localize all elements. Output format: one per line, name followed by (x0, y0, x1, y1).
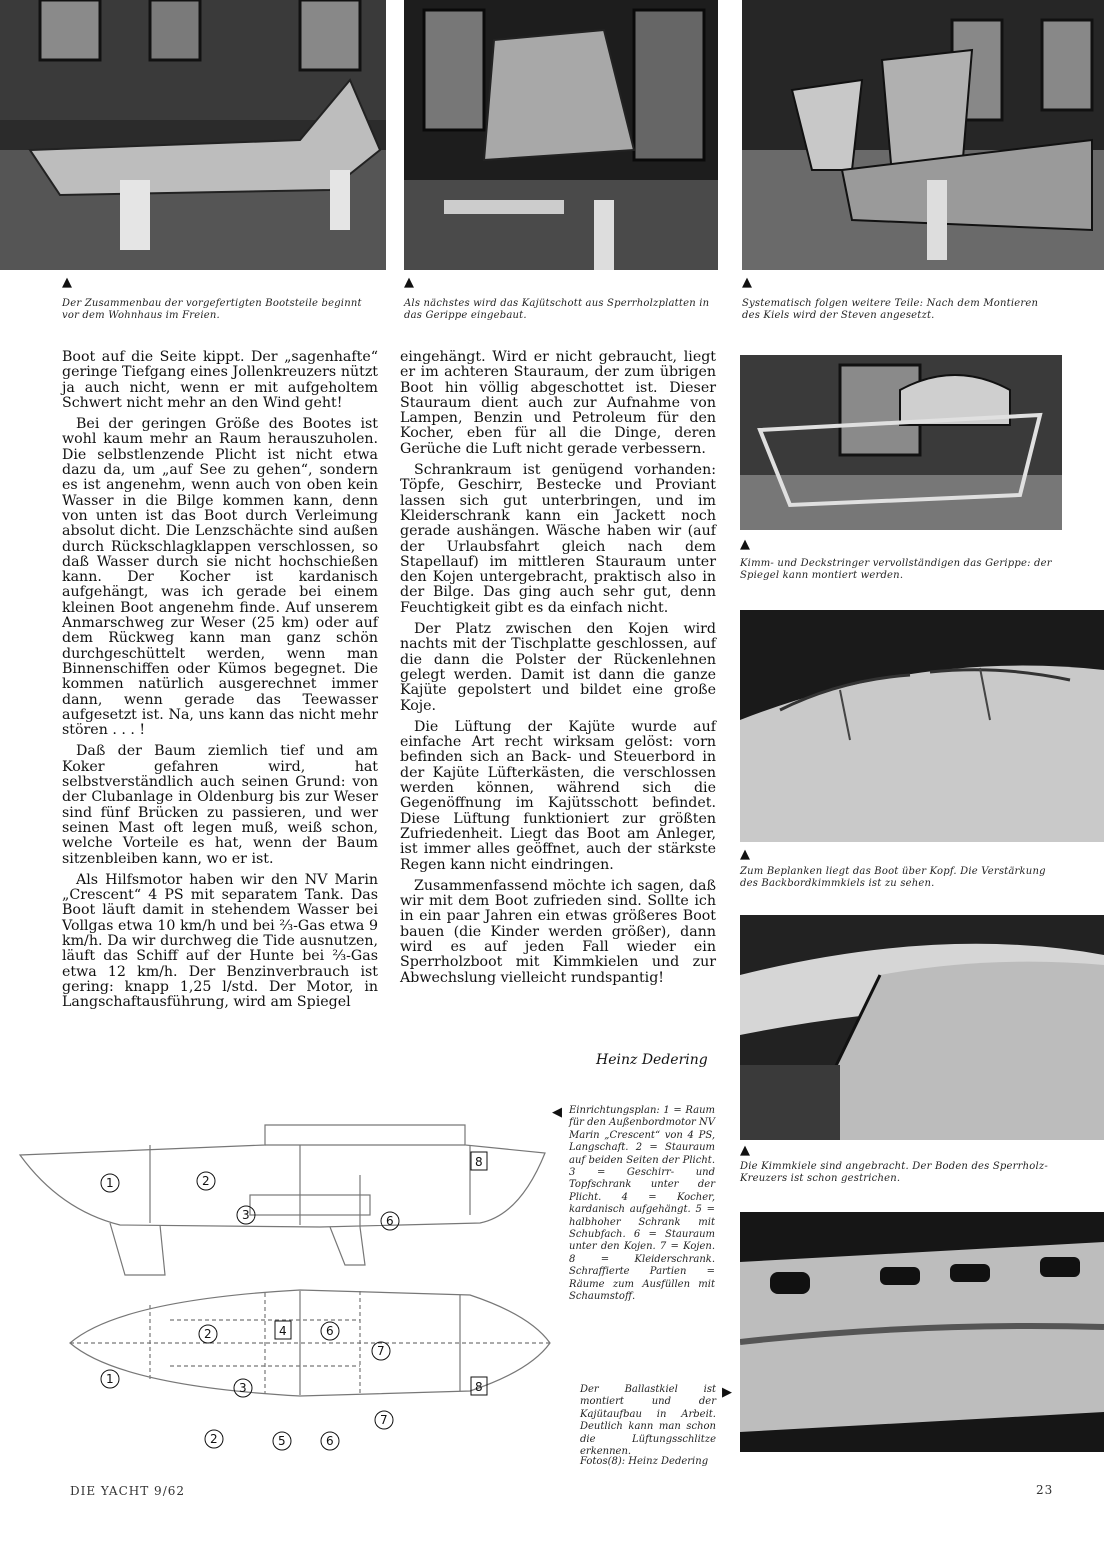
paragraph: Boot auf die Seite kippt. Der „sagenhafte“ geringe Tiefgang eines Jollenkreuzers nützt ja auch nicht, wenn er mit aufgeholtem Schwert nicht mehr an den Wind geht! (62, 349, 378, 411)
caption-photo-planking: Zum Beplanken liegt das Boot über Kopf. Die Verstärkung des Backbordkimmkiels ist zu sehen. (740, 866, 1046, 889)
boat-interior-plan (0, 1115, 560, 1465)
photo-bilge-keels (740, 915, 1104, 1140)
caption-marker-up: ▲ (740, 537, 750, 552)
plan-label (101, 1174, 119, 1192)
photo-assembly-outdoors (0, 0, 386, 270)
paragraph: Als Hilfsmotor haben wir den NV Marin „Crescent“ 4 PS mit separatem Tank. Das Boot läuft damit in stehendem Wasser bei Vollgas etwa 10 km/h und bei ⅔-Gas etwa 9 km/h. Da wir durchweg die Tide ausnutzen, läuft das Schiff auf der Hunte bei ⅔-Gas etwa 12 km/h. Der Benzinverbrauch ist gering: knapp 1,25 l/std. Der Motor, in Langschaftausführung, wird am Spiegel (62, 871, 378, 1011)
caption-photo-keel: Systematisch folgen weitere Teile: Nach dem Montieren des Kiels wird der Steven angesetzt. (742, 298, 1039, 321)
svg-text:5: 5 (278, 1434, 286, 1448)
photo-credit: Fotos(8): Heinz Dedering (580, 1456, 709, 1467)
caption-photo-bilge-keels: Die Kimmkiele sind angebracht. Der Boden des Sperrholz-Kreuzers ist schon gestrichen. (740, 1161, 1048, 1184)
caption-marker-left: ◀ (552, 1105, 562, 1120)
paragraph: Zusammenfassend möchte ich sagen, daß wir mit dem Boot zufrieden sind. Sollte ich in ein paar Jahren ein etwas größeres Boot bauen (die Kinder werden größer), dann wird es auf jeden Fall wieder ein Sperrholzboot mit Kimmkielen und zur Abwechslung vielleicht rundspantig! (400, 877, 716, 986)
paragraph: Daß der Baum ziemlich tief und am Koker gefahren wird, hat selbstverständlich auch seinen Grund: von der Clubanlage in Oldenburg bis zur Weser sind fünf Brücken zu passieren, und wer seinen Mast oft legen muß, weiß schon, welche Vorteile es hat, wenn der Baum sitzenbleiben kann, wo er ist. (62, 743, 378, 867)
page-number: 23 (1036, 1483, 1054, 1497)
plan-label (234, 1379, 252, 1397)
paragraph: eingehängt. Wird er nicht gebraucht, liegt er im achteren Stauraum, der zum übrigen Boot hin völlig abgeschottet ist. Dieser Stauraum dient auch zur Aufnahme von Lampen, Benzin und Petroleum für den Kocher, eben für all die Dinge, deren Gerüche die Luft nicht gerade verbessern. (400, 349, 716, 457)
caption-marker-up: ▲ (404, 275, 414, 290)
svg-text:6: 6 (386, 1214, 394, 1228)
plan-label (205, 1430, 223, 1448)
plan-label (321, 1432, 339, 1450)
plan-label (197, 1172, 215, 1190)
svg-text:3: 3 (239, 1381, 247, 1395)
caption-marker-up: ▲ (740, 1143, 750, 1158)
plan-label (275, 1321, 291, 1339)
photo-ballast-keel (740, 1212, 1104, 1452)
plan-label (372, 1342, 390, 1360)
caption-marker-up: ▲ (740, 847, 750, 862)
caption-photo-bulkhead: Als nächstes wird das Kajütschott aus Sperrholzplatten in das Gerippe eingebaut. (404, 298, 710, 321)
author-signature: Heinz Dedering (596, 1052, 708, 1068)
caption-marker-right: ▶ (722, 1385, 732, 1400)
caption-marker-up: ▲ (62, 275, 72, 290)
plan-label (321, 1322, 339, 1340)
plan-legend: Einrichtungsplan: 1 = Raum für den Außenbordmotor NV Marin „Crescent“ von 4 PS, Langschaft. 2 = Stauraum auf beiden Seiten der Plicht. 3 = Geschirr- und Topfschrank unter der Plicht. 4 = Kocher, kardanisch aufgehängt. 5 = halbhoher Schrank mit Schubfach. 6 = Stauraum unter den Kojen. 7 = Kojen. 8 = Kleiderschrank. Schraffierte Partien = Räume zum Ausfüllen mit Schaumstoff. (569, 1105, 715, 1303)
caption-marker-up: ▲ (742, 275, 752, 290)
photo-planking (740, 610, 1104, 842)
plan-label (199, 1325, 217, 1343)
plan-label (101, 1370, 119, 1388)
svg-text:1: 1 (106, 1372, 114, 1386)
article-column-1 (62, 350, 378, 1016)
plan-label (375, 1411, 393, 1429)
photo-bulkhead (404, 0, 718, 270)
svg-text:2: 2 (210, 1432, 218, 1446)
svg-text:2: 2 (202, 1174, 210, 1188)
caption-photo-assembly: Der Zusammenbau der vorgefertigten Bootsteile beginnt vor dem Wohnhaus im Freien. (62, 298, 362, 321)
photo-stringers (740, 355, 1062, 530)
plan-label (381, 1212, 399, 1230)
svg-text:2: 2 (204, 1327, 212, 1341)
paragraph: Die Lüftung der Kajüte wurde auf einfache Art recht wirksam gelöst: vorn befinden sich an Back- und Steuerbord in der Kajüte Lüfterkästen, die verschlossen werden können, während sich die Gegenöffnung im Kajütsschott befindet. Diese Lüftung funktioniert zur größten Zufriedenheit. Liegt das Boot am Anleger, ist immer alles geöffnet, auch der stärkste Regen kann nicht eindringen. (400, 718, 716, 873)
svg-text:3: 3 (242, 1208, 250, 1222)
magazine-issue: DIE YACHT 9/62 (70, 1484, 186, 1498)
plan-label (471, 1152, 487, 1170)
paragraph: Der Platz zwischen den Kojen wird nachts mit der Tischplatte geschlossen, auf die dann die Polster der Rückenlehnen gelegt werden. Damit ist dann die ganze Kajüte gepolstert und bildet eine große Koje. (400, 621, 716, 714)
caption-photo-ballast: Der Ballastkiel ist montiert und der Kajütaufbau in Arbeit. Deutlich kann man schon die Lüftungsschlitze erkennen. (580, 1384, 716, 1458)
svg-text:6: 6 (326, 1434, 334, 1448)
svg-text:1: 1 (106, 1176, 114, 1190)
plan-label (273, 1432, 291, 1450)
svg-text:6: 6 (326, 1324, 334, 1338)
photo-keel-stem (742, 0, 1104, 270)
article-column-2 (400, 350, 716, 992)
svg-text:8: 8 (475, 1155, 483, 1169)
svg-text:8: 8 (475, 1380, 483, 1394)
svg-text:4: 4 (279, 1324, 287, 1338)
caption-photo-stringers: Kimm- und Deckstringer vervollständigen das Gerippe: der Spiegel kann montiert werden. (740, 558, 1052, 581)
svg-text:7: 7 (380, 1413, 388, 1427)
svg-text:7: 7 (377, 1344, 385, 1358)
paragraph: Bei der geringen Größe des Bootes ist wohl kaum mehr an Raum herauszuholen. Die selbstlenzende Plicht ist nicht etwa dazu da, um „auf See zu gehen“, sondern es ist angenehm, wenn auch von oben kein Wasser in die Bilge kommen kann, denn von unten ist das Boot durch Verleimung absolut dicht. Die Lenzschächte sind außen durch Rückschlagklappen verschlossen, so daß Wasser durch sie nicht hochschießen kann. Der Kocher ist kardanisch aufgehängt, was ich gerade bei einem kleinen Boot angenehm finde. Auf unserem Anmarschweg zur Weser (25 km) oder auf dem Rückweg kann man ganz schön durchgeschüttelt werden, wenn man Binnenschiffen oder Kümos begegnet. Die kommen natürlich ausgerechnet immer dann, wenn gerade das Teewasser aufgesetzt ist. Na, uns kann das nicht mehr stören . . . ! (62, 416, 378, 739)
paragraph: Schrankraum ist genügend vorhanden: Töpfe, Geschirr, Bestecke und Proviant lassen sich gut unterbringen, und im Kleiderschrank kann ein Jackett noch gerade aushängen. Wäsche haben wir (auf der Urlaubsfahrt gleich nach dem Stapellauf) im mittleren Stauraum unter den Kojen untergebracht, praktisch also in der Bilge. Das ging auch sehr gut, denn Feuchtigkeit gibt es da einfach nicht. (400, 462, 716, 616)
